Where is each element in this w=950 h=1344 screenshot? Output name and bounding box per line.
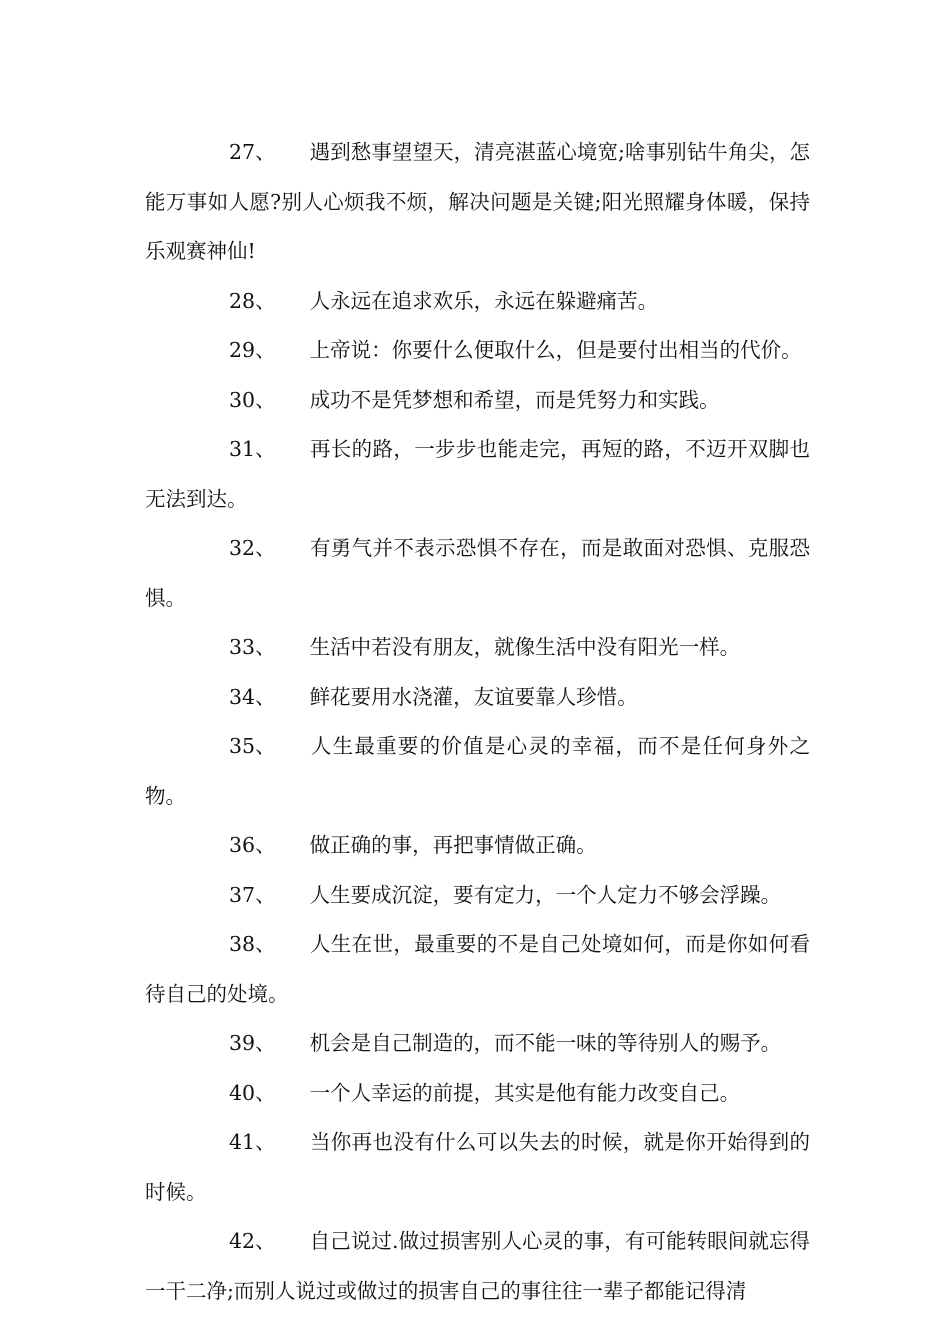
- item-text: 当你再也没有什么可以失去的时候，就是你开始得到的时候。: [145, 1130, 810, 1204]
- list-item: [145, 376, 810, 426]
- item-text: 人生要成沉淀，要有定力，一个人定力不够会浮躁。: [309, 882, 782, 907]
- quote-list: [145, 128, 810, 1316]
- list-item: [145, 673, 810, 723]
- item-text: 有勇气并不表示恐惧不存在，而是敢面对恐惧、克服恐惧。: [145, 536, 810, 610]
- item-number: 28、: [229, 288, 276, 313]
- item-number: 30、: [229, 387, 276, 412]
- item-number: 38、: [229, 932, 276, 956]
- item-number: 31、: [229, 437, 276, 461]
- list-item: [145, 277, 810, 327]
- item-text: 做正确的事，再把事情做正确。: [309, 833, 597, 857]
- item-number: 39、: [229, 1031, 276, 1055]
- item-text: 一个人幸运的前提，其实是他有能力改变自己。: [309, 1080, 741, 1105]
- list-item: [145, 425, 810, 524]
- item-text: 成功不是凭梦想和希望，而是凭努力和实践。: [309, 387, 720, 412]
- list-item: [145, 722, 810, 821]
- item-text: 鲜花要用水浇灌，友谊要靠人珍惜。: [309, 684, 638, 709]
- item-text: 人生在世，最重要的不是自己处境如何，而是你如何看待自己的处境。: [145, 932, 810, 1006]
- list-item: [145, 821, 810, 871]
- item-number: 34、: [229, 684, 276, 709]
- item-number: 41、: [229, 1130, 276, 1154]
- item-number: 27、: [229, 140, 276, 164]
- list-item: [145, 524, 810, 623]
- list-item: [145, 1118, 810, 1217]
- item-number: 40、: [229, 1080, 276, 1105]
- list-item: [145, 1217, 810, 1316]
- list-item: [145, 1069, 810, 1119]
- item-text: 遇到愁事望望天，清亮湛蓝心境宽;啥事别钻牛角尖，怎能万事如人愿?别人心烦我不烦，解决问题是关键;阳光照耀身体暖，保持乐观赛神仙!: [145, 140, 810, 263]
- item-number: 37、: [229, 882, 276, 907]
- item-number: 33、: [229, 635, 276, 659]
- list-item: [145, 920, 810, 1019]
- item-text: 自己说过.做过损害别人心灵的事，有可能转眼间就忘得一干二净;而别人说过或做过的损害自己的事往往一辈子都能记得清: [145, 1229, 810, 1303]
- item-text: 人生最重要的价值是心灵的幸福，而不是任何身外之物。: [145, 734, 810, 808]
- list-item: [145, 871, 810, 921]
- item-number: 42、: [229, 1229, 276, 1253]
- item-text: 机会是自己制造的，而不能一味的等待别人的赐予。: [309, 1031, 782, 1055]
- item-number: 29、: [229, 338, 276, 362]
- list-item: [145, 623, 810, 673]
- list-item: [145, 128, 810, 277]
- item-text: 生活中若没有朋友，就像生活中没有阳光一样。: [309, 635, 741, 659]
- list-item: [145, 326, 810, 376]
- item-text: 再长的路，一步步也能走完，再短的路，不迈开双脚也无法到达。: [145, 437, 810, 511]
- item-text: 人永远在追求欢乐，永远在躲避痛苦。: [309, 288, 659, 313]
- list-item: [145, 1019, 810, 1069]
- item-number: 36、: [229, 833, 276, 857]
- item-text: 上帝说：你要什么便取什么，但是要付出相当的代价。: [309, 338, 802, 362]
- item-number: 32、: [229, 536, 276, 560]
- item-number: 35、: [229, 734, 276, 758]
